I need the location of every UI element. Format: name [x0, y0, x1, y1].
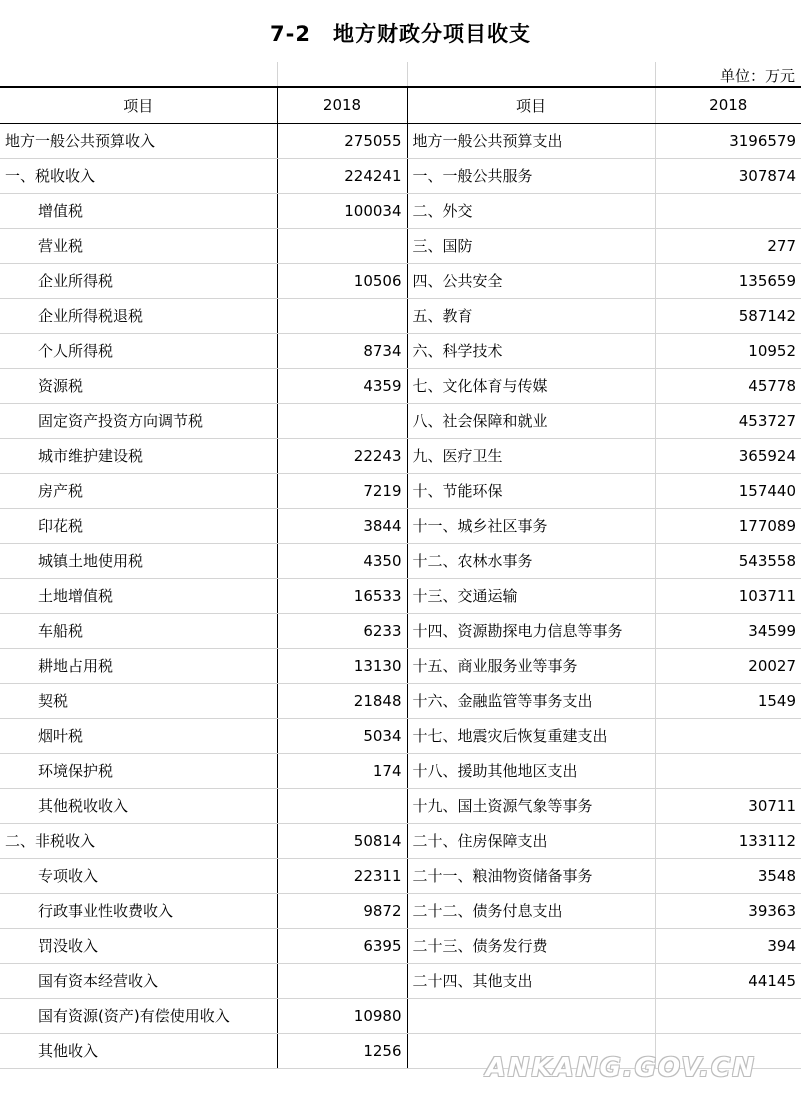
- expense-item-label: 地方一般公共预算支出: [407, 123, 655, 158]
- expense-item-label: 七、文化体育与传媒: [407, 368, 655, 403]
- income-item-label: 资源税: [0, 368, 277, 403]
- income-item-value: 10980: [277, 998, 407, 1033]
- expense-item-label: 十六、金融监管等事务支出: [407, 683, 655, 718]
- table-row: [0, 893, 801, 928]
- expense-item-label: 六、科学技术: [407, 333, 655, 368]
- expense-item-value: 277: [655, 228, 801, 263]
- expense-item-value: 133112: [655, 823, 801, 858]
- column-divider: [655, 62, 656, 86]
- finance-table: [0, 86, 801, 1069]
- expense-item-label: 二十四、其他支出: [407, 963, 655, 998]
- income-item-value: 50814: [277, 823, 407, 858]
- income-item-value: 4350: [277, 543, 407, 578]
- header-item-right: 项目: [407, 87, 655, 123]
- expense-item-label: [407, 998, 655, 1033]
- header-year-left: 2018: [277, 87, 407, 123]
- income-item-label: 增值税: [0, 193, 277, 228]
- income-item-value: 3844: [277, 508, 407, 543]
- header-item-left: 项目: [0, 87, 277, 123]
- expense-item-value: 157440: [655, 473, 801, 508]
- expense-item-label: 二十三、债务发行费: [407, 928, 655, 963]
- income-item-value: [277, 963, 407, 998]
- income-item-label: 二、非税收入: [0, 823, 277, 858]
- expense-item-value: 1549: [655, 683, 801, 718]
- expense-item-label: 十四、资源勘探电力信息等事务: [407, 613, 655, 648]
- expense-item-label: 二、外交: [407, 193, 655, 228]
- table-row: [0, 963, 801, 998]
- expense-item-value: 135659: [655, 263, 801, 298]
- income-item-value: [277, 298, 407, 333]
- income-item-label: 一、税收收入: [0, 158, 277, 193]
- income-item-label: 印花税: [0, 508, 277, 543]
- table-row: [0, 823, 801, 858]
- expense-item-label: 八、社会保障和就业: [407, 403, 655, 438]
- income-item-label: 房产税: [0, 473, 277, 508]
- expense-item-value: 39363: [655, 893, 801, 928]
- table-row: [0, 788, 801, 823]
- income-item-value: 22311: [277, 858, 407, 893]
- expense-item-label: 十三、交通运输: [407, 578, 655, 613]
- income-item-value: 8734: [277, 333, 407, 368]
- income-item-label: 国有资本经营收入: [0, 963, 277, 998]
- income-item-value: 224241: [277, 158, 407, 193]
- income-item-label: 地方一般公共预算收入: [0, 123, 277, 158]
- income-item-value: [277, 403, 407, 438]
- income-item-value: 13130: [277, 648, 407, 683]
- income-item-value: 10506: [277, 263, 407, 298]
- table-row: [0, 648, 801, 683]
- income-item-label: 耕地占用税: [0, 648, 277, 683]
- table-row: [0, 683, 801, 718]
- expense-item-value: 34599: [655, 613, 801, 648]
- income-item-label: 契税: [0, 683, 277, 718]
- table-row: [0, 543, 801, 578]
- column-divider: [407, 62, 408, 86]
- income-item-value: 275055: [277, 123, 407, 158]
- income-item-value: 7219: [277, 473, 407, 508]
- table-row: [0, 368, 801, 403]
- table-row: [0, 998, 801, 1033]
- expense-item-label: 十二、农林水事务: [407, 543, 655, 578]
- expense-item-value: 307874: [655, 158, 801, 193]
- income-item-value: 4359: [277, 368, 407, 403]
- table-row: [0, 753, 801, 788]
- expense-item-label: 二十、住房保障支出: [407, 823, 655, 858]
- income-item-label: 城市维护建设税: [0, 438, 277, 473]
- table-row: [0, 613, 801, 648]
- table-row: [0, 928, 801, 963]
- expense-item-label: 三、国防: [407, 228, 655, 263]
- income-item-label: 企业所得税退税: [0, 298, 277, 333]
- income-item-value: 6395: [277, 928, 407, 963]
- table-row: [0, 158, 801, 193]
- expense-item-value: 10952: [655, 333, 801, 368]
- unit-label: 单位：万元: [719, 67, 795, 85]
- table-row: [0, 298, 801, 333]
- expense-item-label: 四、公共安全: [407, 263, 655, 298]
- expense-item-label: 一、一般公共服务: [407, 158, 655, 193]
- expense-item-label: 十五、商业服务业等事务: [407, 648, 655, 683]
- expense-item-value: 3196579: [655, 123, 801, 158]
- expense-item-value: 3548: [655, 858, 801, 893]
- income-item-value: [277, 788, 407, 823]
- income-item-value: [277, 228, 407, 263]
- table-row: [0, 718, 801, 753]
- income-item-value: 174: [277, 753, 407, 788]
- expense-item-value: 45778: [655, 368, 801, 403]
- watermark-logo: ANKANG.GOV.CN: [485, 1053, 756, 1083]
- table-row: [0, 263, 801, 298]
- expense-item-label: 十一、城乡社区事务: [407, 508, 655, 543]
- income-item-label: 专项收入: [0, 858, 277, 893]
- table-row: [0, 228, 801, 263]
- expense-item-label: 二十一、粮油物资储备事务: [407, 858, 655, 893]
- income-item-label: 企业所得税: [0, 263, 277, 298]
- income-item-label: 车船税: [0, 613, 277, 648]
- income-item-label: 土地增值税: [0, 578, 277, 613]
- table-row: [0, 473, 801, 508]
- expense-item-label: 十七、地震灾后恢复重建支出: [407, 718, 655, 753]
- column-divider: [277, 62, 278, 86]
- income-item-value: 22243: [277, 438, 407, 473]
- expense-item-value: 20027: [655, 648, 801, 683]
- income-item-label: 城镇土地使用税: [0, 543, 277, 578]
- table-row: [0, 333, 801, 368]
- expense-item-value: 453727: [655, 403, 801, 438]
- income-item-value: 1256: [277, 1033, 407, 1068]
- expense-item-value: [655, 753, 801, 788]
- table-row: [0, 123, 801, 158]
- income-item-value: 16533: [277, 578, 407, 613]
- table-row: [0, 578, 801, 613]
- income-item-value: 6233: [277, 613, 407, 648]
- expense-item-label: 五、教育: [407, 298, 655, 333]
- table-row: [0, 438, 801, 473]
- income-item-label: 行政事业性收费收入: [0, 893, 277, 928]
- table-header-row: [0, 87, 801, 123]
- table-row: [0, 858, 801, 893]
- income-item-label: 固定资产投资方向调节税: [0, 403, 277, 438]
- income-item-value: 5034: [277, 718, 407, 753]
- header-year-right: 2018: [655, 87, 801, 123]
- income-item-value: 9872: [277, 893, 407, 928]
- income-item-value: 21848: [277, 683, 407, 718]
- table-row: [0, 403, 801, 438]
- expense-item-value: 543558: [655, 543, 801, 578]
- expense-item-value: 30711: [655, 788, 801, 823]
- page-title: 7-2 地方财政分项目收支: [270, 22, 531, 46]
- income-item-label: 环境保护税: [0, 753, 277, 788]
- expense-item-value: [655, 998, 801, 1033]
- expense-item-label: 十八、援助其他地区支出: [407, 753, 655, 788]
- expense-item-value: [655, 193, 801, 228]
- expense-item-value: [655, 718, 801, 753]
- income-item-label: 罚没收入: [0, 928, 277, 963]
- expense-item-label: 二十二、债务付息支出: [407, 893, 655, 928]
- expense-item-label: 十、节能环保: [407, 473, 655, 508]
- expense-item-label: 九、医疗卫生: [407, 438, 655, 473]
- expense-item-label: 十九、国土资源气象等事务: [407, 788, 655, 823]
- expense-item-value: 44145: [655, 963, 801, 998]
- income-item-value: 100034: [277, 193, 407, 228]
- income-item-label: 国有资源(资产)有偿使用收入: [0, 998, 277, 1033]
- income-item-label: 其他税收收入: [0, 788, 277, 823]
- income-item-label: 个人所得税: [0, 333, 277, 368]
- expense-item-value: 103711: [655, 578, 801, 613]
- income-item-label: 烟叶税: [0, 718, 277, 753]
- expense-item-value: 587142: [655, 298, 801, 333]
- table-row: [0, 193, 801, 228]
- income-item-label: 营业税: [0, 228, 277, 263]
- expense-item-value: 394: [655, 928, 801, 963]
- table-row: [0, 508, 801, 543]
- expense-item-value: 177089: [655, 508, 801, 543]
- income-item-label: 其他收入: [0, 1033, 277, 1068]
- expense-item-value: 365924: [655, 438, 801, 473]
